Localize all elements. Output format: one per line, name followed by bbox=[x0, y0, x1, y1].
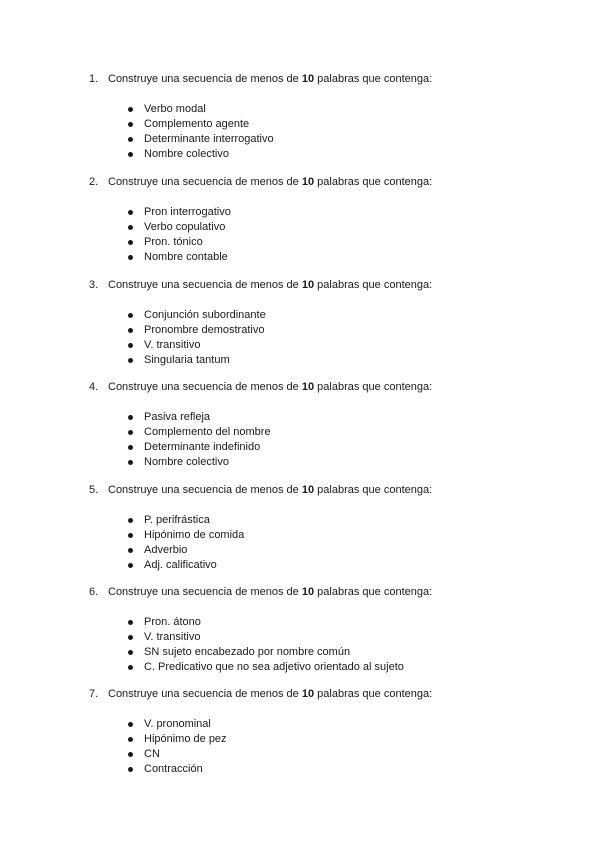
prompt-text-end: palabras que contenga: bbox=[317, 73, 433, 85]
bullet-icon bbox=[128, 460, 133, 465]
prompt-text-end: palabras que contenga: bbox=[317, 176, 433, 188]
prompt-text: Construye una secuencia de menos de bbox=[108, 586, 299, 598]
prompt-bold-number: 10 bbox=[301, 279, 315, 291]
list-item-text: Hipónimo de pez bbox=[144, 733, 227, 745]
prompt-bold-number: 10 bbox=[301, 176, 315, 188]
prompt-text-end: palabras que contenga: bbox=[317, 381, 433, 393]
bullet-icon bbox=[128, 665, 133, 670]
exercise-prompt bbox=[89, 585, 432, 599]
exercise-number: 1. bbox=[89, 73, 99, 85]
list-item-text: Adj. calificativo bbox=[144, 559, 217, 571]
list-item-text: Contracción bbox=[144, 763, 203, 775]
prompt-text-end: palabras que contenga: bbox=[317, 688, 433, 700]
bullet-icon bbox=[128, 152, 133, 157]
exercise-prompt bbox=[89, 175, 432, 189]
list-item-text: CN bbox=[144, 748, 160, 760]
list-item-text: P. perifrástica bbox=[144, 514, 210, 526]
exercise-number: 6. bbox=[89, 586, 99, 598]
list-item-text: Verbo modal bbox=[144, 103, 206, 115]
bullet-icon bbox=[128, 107, 133, 112]
prompt-bold-number: 10 bbox=[301, 688, 315, 700]
bullet-icon bbox=[128, 620, 133, 625]
list-item-text: Singularia tantum bbox=[144, 354, 230, 366]
exercise-number: 2. bbox=[89, 176, 99, 188]
list-item-text: Nombre colectivo bbox=[144, 148, 229, 160]
bullet-icon bbox=[128, 343, 133, 348]
list-item-text: Pron. átono bbox=[144, 616, 201, 628]
list-item-text: Determinante indefinido bbox=[144, 441, 261, 453]
list-item-text: SN sujeto encabezado por nombre común bbox=[144, 646, 351, 658]
bullet-icon bbox=[128, 430, 133, 435]
list-item-text: Pron. tónico bbox=[144, 236, 203, 248]
list-item-text: Pasiva refleja bbox=[144, 411, 211, 423]
bullet-icon bbox=[128, 635, 133, 640]
list-item-text: Conjunción subordinante bbox=[144, 309, 266, 321]
bullet-icon bbox=[128, 737, 133, 742]
bullet-icon bbox=[128, 533, 133, 538]
prompt-bold-number: 10 bbox=[301, 73, 315, 85]
list-item-text: Complemento agente bbox=[144, 118, 250, 130]
bullet-icon bbox=[128, 563, 133, 568]
list-item-text: V. transitivo bbox=[144, 631, 201, 643]
prompt-bold-number: 10 bbox=[301, 381, 315, 393]
bullet-icon bbox=[128, 445, 133, 450]
list-item-text: Nombre colectivo bbox=[144, 456, 229, 468]
list-item-text: Pronombre demostrativo bbox=[144, 324, 265, 336]
bullet-icon bbox=[128, 122, 133, 127]
exercise-prompt bbox=[89, 380, 432, 394]
bullet-icon bbox=[128, 240, 133, 245]
list-item-text: V. pronominal bbox=[144, 718, 211, 730]
prompt-text-end: palabras que contenga: bbox=[317, 484, 433, 496]
prompt-text: Construye una secuencia de menos de bbox=[108, 381, 299, 393]
exercise-number: 7. bbox=[89, 688, 99, 700]
bullet-icon bbox=[128, 313, 133, 318]
prompt-text: Construye una secuencia de menos de bbox=[108, 73, 299, 85]
exercise-number: 5. bbox=[89, 484, 99, 496]
prompt-text: Construye una secuencia de menos de bbox=[108, 176, 299, 188]
bullet-icon bbox=[128, 722, 133, 727]
bullet-icon bbox=[128, 548, 133, 553]
prompt-text-end: palabras que contenga: bbox=[317, 279, 433, 291]
exercise-prompt bbox=[89, 687, 432, 701]
prompt-bold-number: 10 bbox=[301, 484, 315, 496]
exercise-prompt bbox=[89, 278, 432, 292]
exercise-number: 3. bbox=[89, 279, 99, 291]
bullet-icon bbox=[128, 225, 133, 230]
prompt-text-end: palabras que contenga: bbox=[317, 586, 433, 598]
bullet-icon bbox=[128, 415, 133, 420]
bullet-icon bbox=[128, 137, 133, 142]
prompt-bold-number: 10 bbox=[301, 586, 315, 598]
list-item-text: Hipónimo de comida bbox=[144, 529, 245, 541]
exercise-number: 4. bbox=[89, 381, 99, 393]
list-item-text: C. Predicativo que no sea adjetivo orientado al sujeto bbox=[144, 661, 404, 673]
bullet-icon bbox=[128, 255, 133, 260]
list-item-text: Pron interrogativo bbox=[144, 206, 231, 218]
bullet-icon bbox=[128, 358, 133, 363]
list-item-text: Verbo copulativo bbox=[144, 221, 226, 233]
bullet-icon bbox=[128, 210, 133, 215]
prompt-text: Construye una secuencia de menos de bbox=[108, 279, 299, 291]
bullet-icon bbox=[128, 650, 133, 655]
bullet-icon bbox=[128, 328, 133, 333]
exercise-prompt bbox=[89, 483, 432, 497]
bullet-icon bbox=[128, 767, 133, 772]
prompt-text: Construye una secuencia de menos de bbox=[108, 688, 299, 700]
list-item-text: Determinante interrogativo bbox=[144, 133, 274, 145]
list-item-text: V. transitivo bbox=[144, 339, 201, 351]
list-item-text: Complemento del nombre bbox=[144, 426, 271, 438]
list-item-text: Adverbio bbox=[144, 544, 188, 556]
exercise-prompt bbox=[89, 72, 432, 86]
bullet-icon bbox=[128, 518, 133, 523]
list-item-text: Nombre contable bbox=[144, 251, 228, 263]
bullet-icon bbox=[128, 752, 133, 757]
prompt-text: Construye una secuencia de menos de bbox=[108, 484, 299, 496]
